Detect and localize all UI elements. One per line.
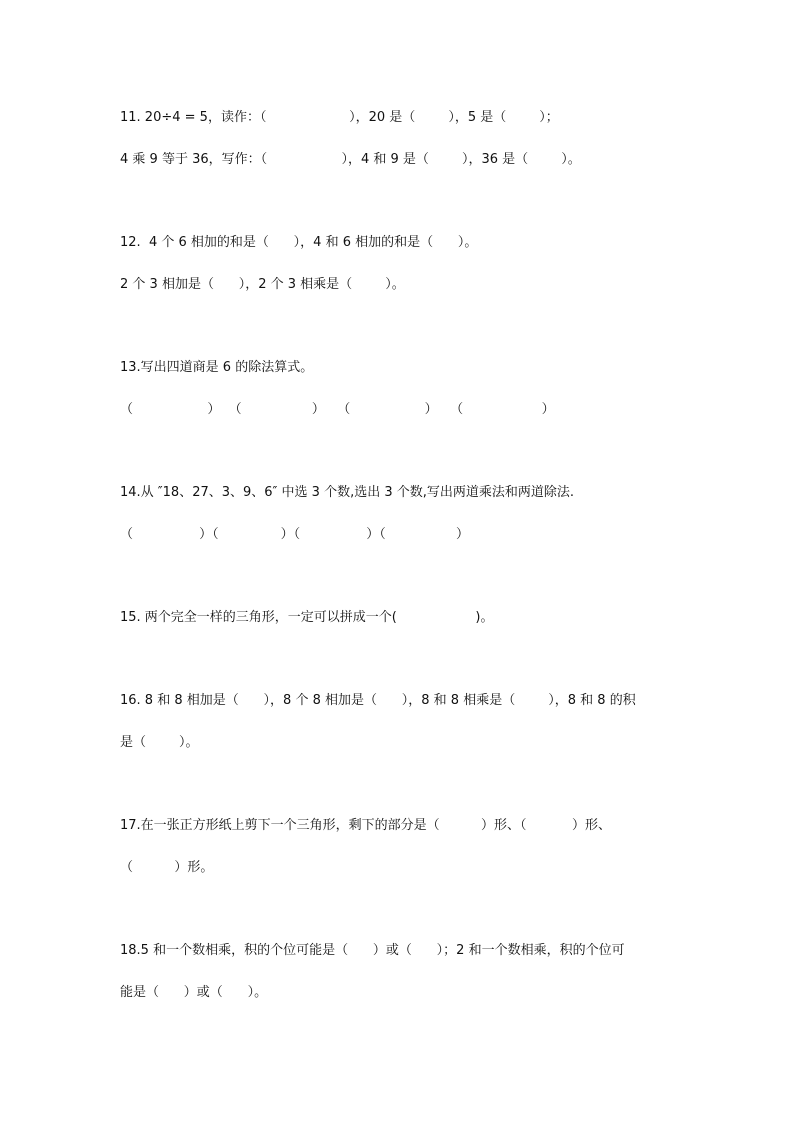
question-16-line-2: 是（ ）。 <box>120 735 199 750</box>
question-15-line-1: 15. 两个完全一样的三角形，一定可以拼成一个( )。 <box>120 610 494 625</box>
question-11-line-1: 11. 20÷4 = 5，读作：（ ），20 是（ ），5 是（ ）； <box>120 110 559 125</box>
question-17-line-2: （ ）形。 <box>120 860 214 875</box>
question-13-answer-blanks: （ ） （ ） （ ） （ ） <box>120 402 555 417</box>
question-18-line-1: 18.5 和一个数相乘，积的个位可能是（ ）或（ ）；2 和一个数相乘，积的个位可 <box>120 943 625 958</box>
question-14-line-1: 14.从 ″18、27、3、9、6″ 中选 3 个数,选出 3 个数,写出两道乘法和两道除法. <box>120 485 575 500</box>
question-17-line-1: 17.在一张正方形纸上剪下一个三角形，剩下的部分是（ ）形、（ ）形、 <box>120 818 611 833</box>
question-14-answer-blanks: （ ）（ ）（ ）（ ） <box>120 527 469 542</box>
question-11-line-2: 4 乘 9 等于 36，写作：（ ），4 和 9 是（ ），36 是（ ）。 <box>120 152 581 167</box>
question-12-line-2: 2 个 3 相加是（ ），2 个 3 相乘是（ ）。 <box>120 277 405 292</box>
question-18-line-2: 能是（ ）或（ ）。 <box>120 985 268 1000</box>
question-12-line-1: 12. 4 个 6 相加的和是（ ），4 和 6 相加的和是（ ）。 <box>120 235 478 250</box>
question-13-line-1: 13.写出四道商是 6 的除法算式。 <box>120 360 314 375</box>
question-16-line-1: 16. 8 和 8 相加是（ ），8 个 8 相加是（ ），8 和 8 相乘是（ ），8 和 8 的积 <box>120 693 636 708</box>
